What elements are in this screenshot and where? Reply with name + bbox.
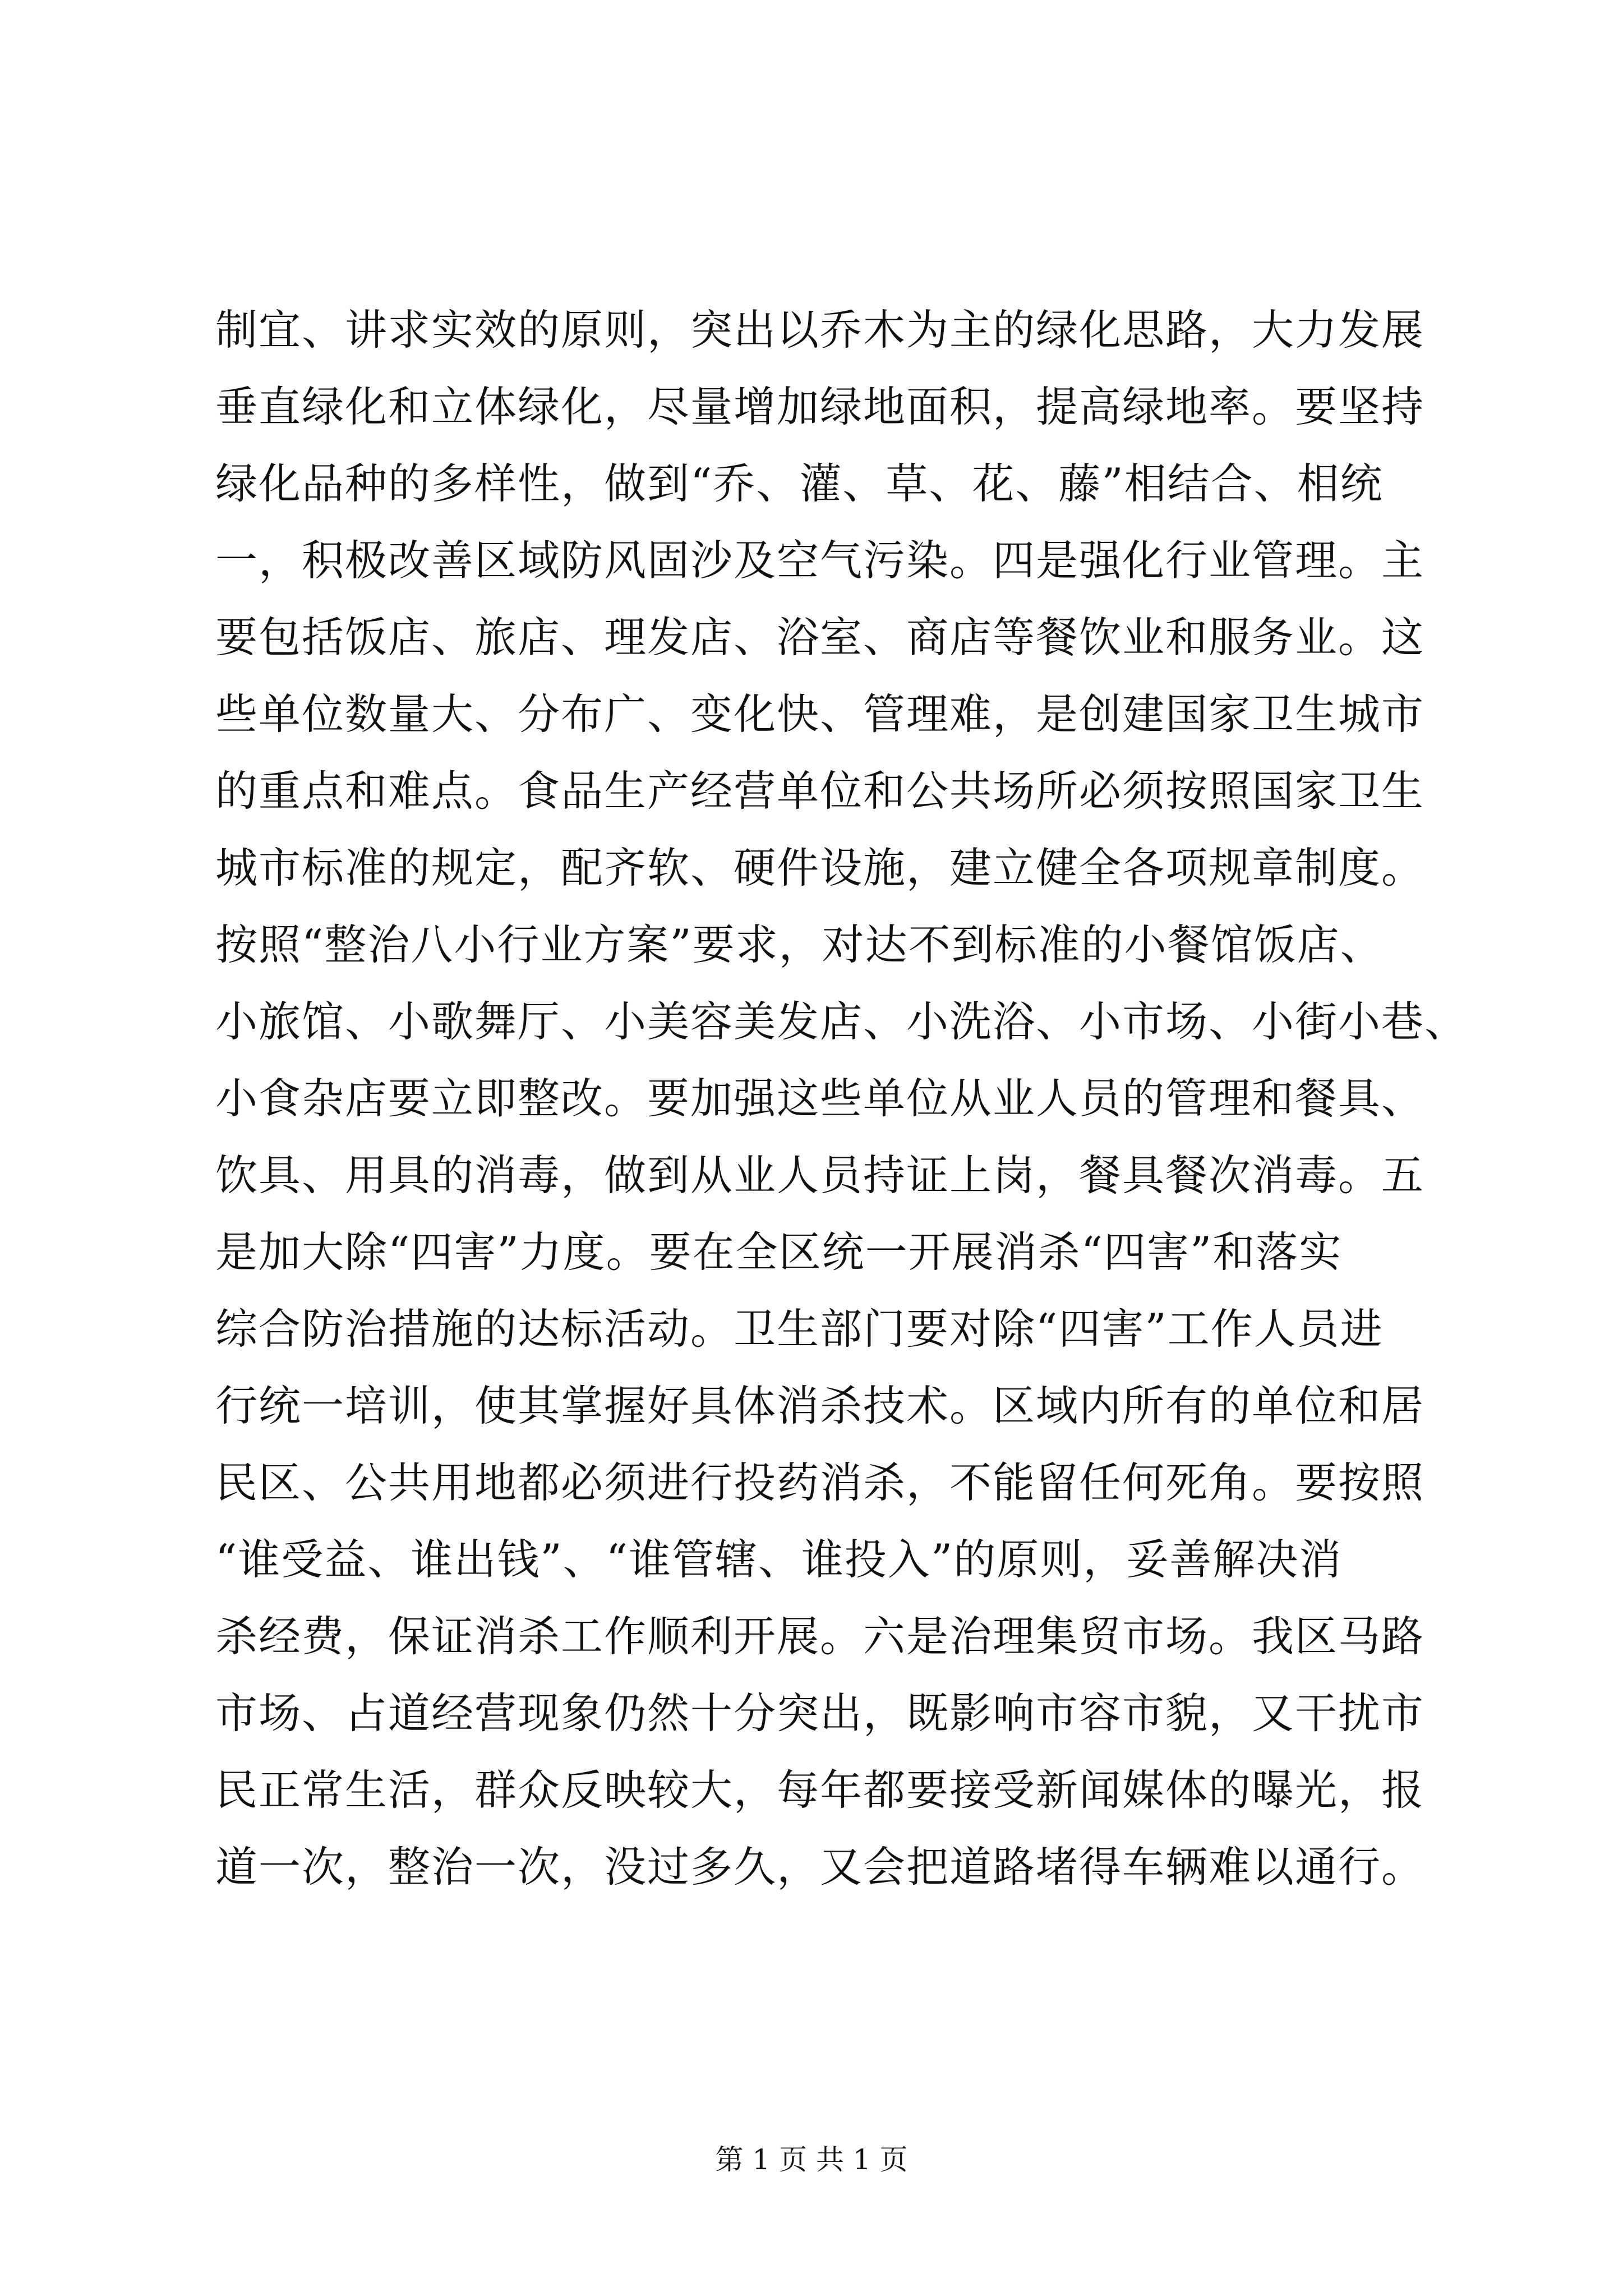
text-line: 按照“整治八小行业方案”要求，对达不到标准的小餐馆饭店、: [215, 920, 1384, 969]
text-line: 民正常生活，群众反映较大，每年都要接受新闻媒体的曝光，报: [215, 1765, 1425, 1815]
text-line: 小食杂店要立即整改。要加强这些单位从业人员的管理和餐具、: [215, 1074, 1425, 1123]
text-line: 要包括饭店、旅店、理发店、浴室、商店等餐饮业和服务业。这: [215, 613, 1425, 662]
text-line: 绿化品种的多样性，做到“乔、灌、草、花、藤”相结合、相统: [215, 459, 1384, 508]
text-line: 城市标准的规定，配齐软、硬件设施，建立健全各项规章制度。: [215, 843, 1425, 892]
text-line: 是加大除“四害”力度。要在全区统一开展消杀“四害”和落实: [215, 1227, 1343, 1277]
text-line: 行统一培训，使其掌握好具体消杀技术。区域内所有的单位和居: [215, 1381, 1425, 1430]
text-line: 市场、占道经营现象仍然十分突出，既影响市容市貌，又干扰市: [215, 1688, 1425, 1738]
page-number-label: 第 1 页 共 1 页: [715, 2143, 908, 2176]
text-line: 垂直绿化和立体绿化，尽量增加绿地面积，提高绿地率。要坚持: [215, 382, 1425, 431]
text-line: 一，积极改善区域防风固沙及空气污染。四是强化行业管理。主: [215, 536, 1425, 585]
text-line: “谁受益、谁出钱”、“谁管辖、谁投入”的原则，妥善解决消: [215, 1535, 1343, 1584]
body-text: [215, 292, 1468, 1906]
text-line: 综合防治措施的达标活动。卫生部门要对除“四害”工作人员进: [215, 1304, 1384, 1354]
text-line: 道一次，整治一次，没过多久，又会把道路堵得车辆难以通行。: [215, 1842, 1425, 1892]
text-line: 些单位数量大、分布广、变化快、管理难，是创建国家卫生城市: [215, 689, 1425, 739]
text-line: 的重点和难点。食品生产经营单位和公共场所必须按照国家卫生: [215, 766, 1425, 816]
text-line: 制宜、讲求实效的原则，突出以乔木为主的绿化思路，大力发展: [215, 305, 1425, 355]
text-line: 民区、公共用地都必须进行投药消杀，不能留任何死角。要按照: [215, 1458, 1425, 1507]
text-line: 杀经费，保证消杀工作顺利开展。六是治理集贸市场。我区马路: [215, 1612, 1425, 1661]
text-line: 小旅馆、小歌舞厅、小美容美发店、小洗浴、小市场、小街小巷、: [215, 997, 1468, 1046]
page-footer: [0, 2143, 1623, 2177]
text-line: 饮具、用具的消毒，做到从业人员持证上岗，餐具餐次消毒。五: [215, 1151, 1425, 1200]
